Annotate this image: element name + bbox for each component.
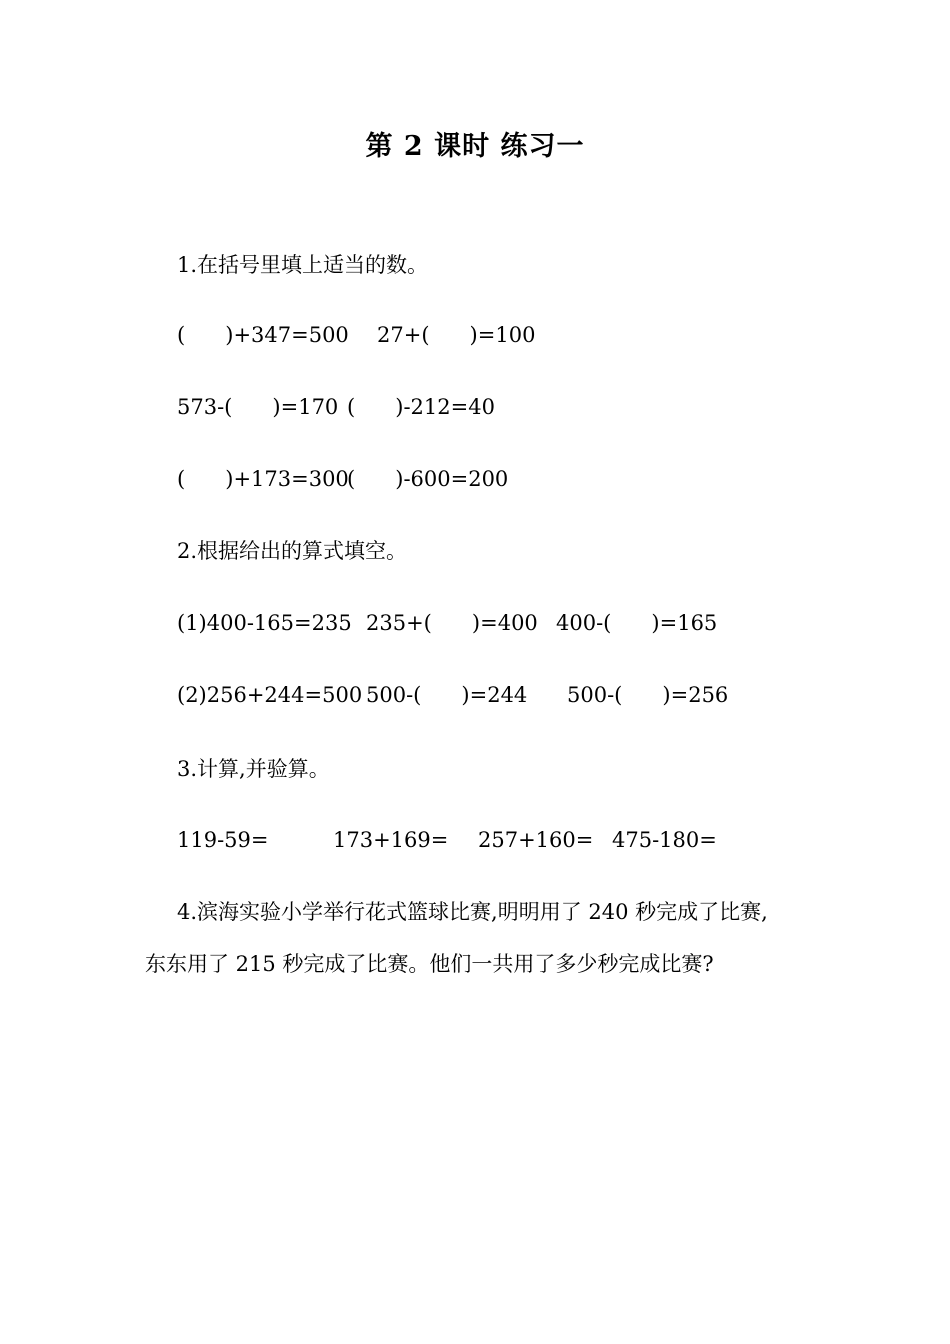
q3-item1: 119-59= (177, 828, 269, 852)
q4-line2: 东东用了 215 秒完成了比赛。他们一共用了多少秒完成比赛? (145, 952, 714, 976)
q1-heading: 1.在括号里填上适当的数。 (177, 253, 429, 277)
q1-row3-item1: ( )+173=300 (177, 467, 349, 491)
q2-row2-item1: (2)256+244=500 (177, 683, 363, 707)
q1-row3-item2: ( )-600=200 (347, 467, 509, 491)
q3-item3: 257+160= (478, 828, 594, 852)
q1-row1-item2: 27+( )=100 (377, 323, 536, 347)
q2-row2-item3: 500-( )=256 (567, 683, 729, 707)
q2-row1-item1: (1)400-165=235 (177, 611, 352, 635)
page-title: 第 2 课时 练习一 (365, 131, 585, 162)
q2-row1-item2: 235+( )=400 (366, 611, 538, 635)
q1-row2-item1: 573-( )=170 (177, 395, 339, 419)
q3-item2: 173+169= (333, 828, 449, 852)
q3-heading: 3.计算,并验算。 (177, 757, 330, 781)
q1-row2-item2: ( )-212=40 (347, 395, 495, 419)
q3-item4: 475-180= (612, 828, 717, 852)
q2-row2-item2: 500-( )=244 (366, 683, 528, 707)
q1-row1-item1: ( )+347=500 (177, 323, 349, 347)
q2-row1-item3: 400-( )=165 (556, 611, 718, 635)
q2-heading: 2.根据给出的算式填空。 (177, 539, 408, 563)
q4-line1: 4.滨海实验小学举行花式篮球比赛,明明用了 240 秒完成了比赛, (177, 900, 768, 924)
